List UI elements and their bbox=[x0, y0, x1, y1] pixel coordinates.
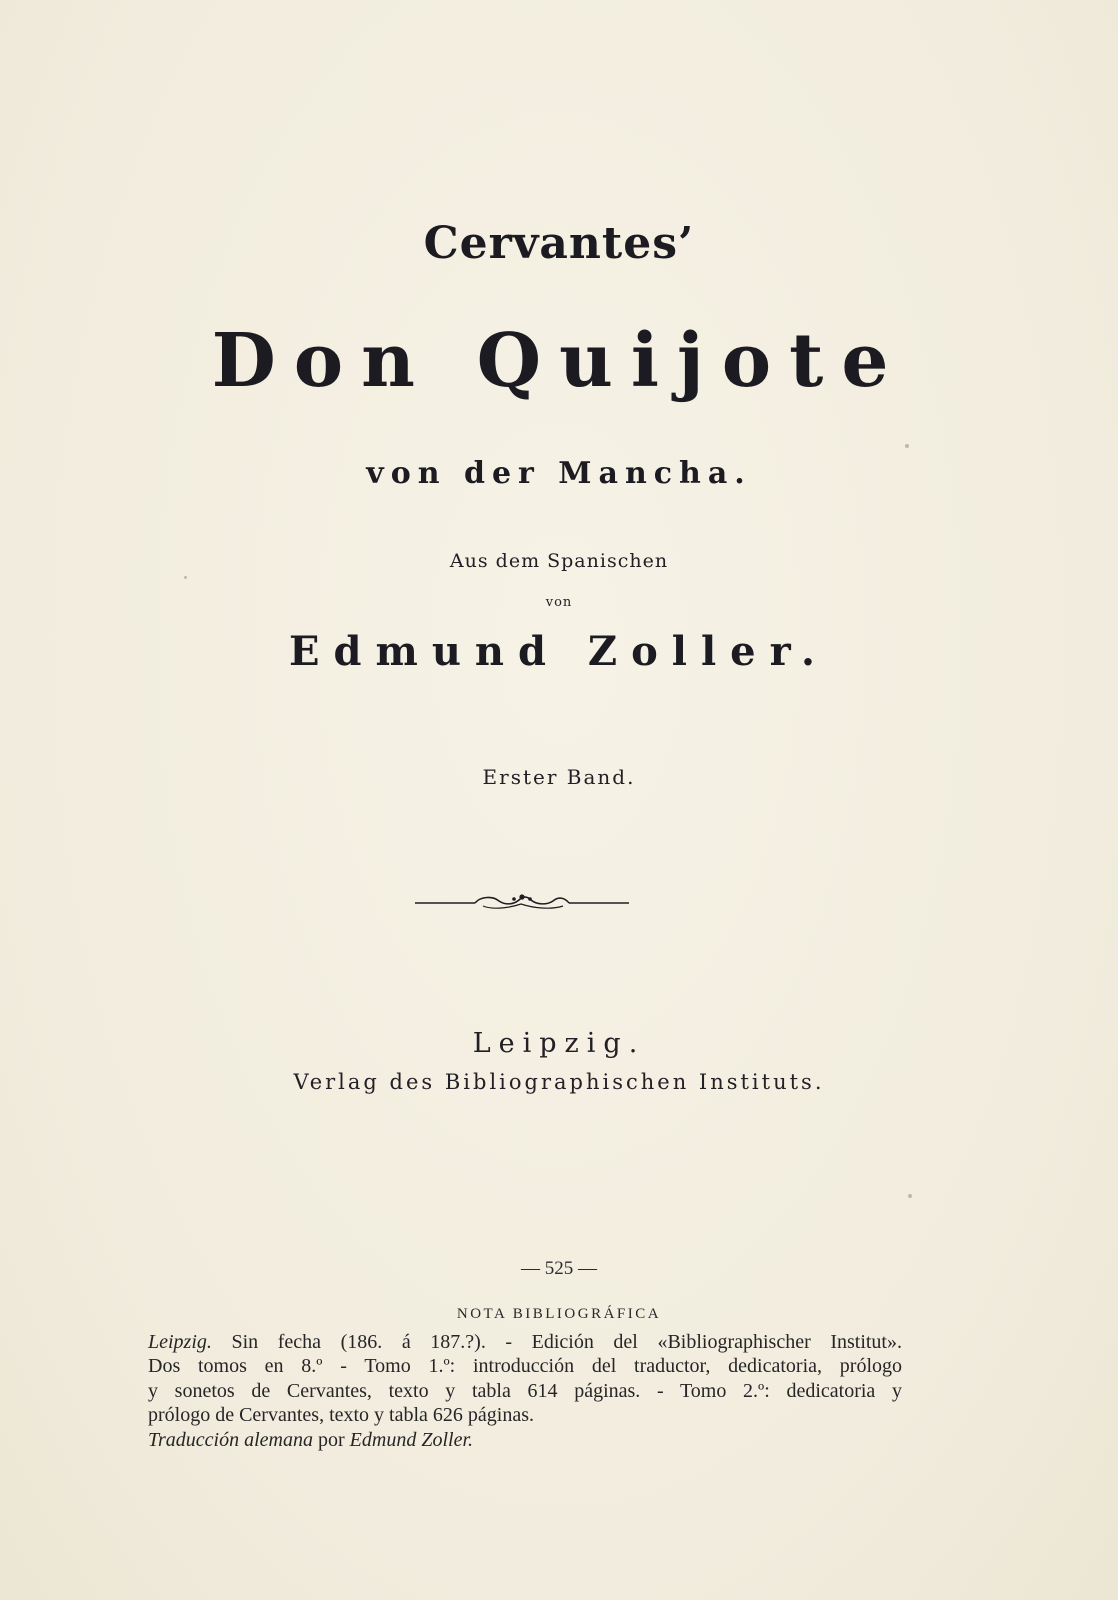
publisher-name: Verlag des Bibliographischen Instituts. bbox=[293, 1070, 825, 1094]
note-line bbox=[148, 1428, 902, 1452]
note-text: Sin fecha (186. á 187.?). - Edición del «Bibliographischer Institut». bbox=[211, 1331, 902, 1353]
bibliographic-note bbox=[148, 1330, 902, 1452]
note-place: Leipzig. bbox=[148, 1331, 212, 1353]
note-heading: NOTA BIBLIOGRÁFICA bbox=[456, 1306, 662, 1322]
translated-from-text: Aus dem Spanischen bbox=[449, 550, 669, 572]
book-subtitle: von der Mancha. bbox=[366, 456, 752, 491]
ornament-divider-icon bbox=[413, 890, 631, 914]
note-translator: Edmund Zoller. bbox=[349, 1428, 474, 1451]
volume-label: Erster Band. bbox=[482, 765, 636, 789]
paper-speck bbox=[905, 444, 909, 448]
paper-speck bbox=[184, 576, 187, 579]
note-line: y sonetos de Cervantes, texto y tabla 614 páginas. - Tomo 2.º: dedicatoria y bbox=[148, 1379, 902, 1402]
note-line bbox=[148, 1330, 902, 1354]
note-line: Dos tomos en 8.º - Tomo 1.º: introducción del traductor, dedicatoria, prólogo bbox=[148, 1355, 902, 1378]
note-translation-type: Traducción alemana bbox=[148, 1428, 313, 1451]
author-name: Cervantes’ bbox=[423, 218, 695, 269]
city-name: Leipzig. bbox=[472, 1028, 646, 1059]
translator-name: Edmund Zoller. bbox=[289, 628, 829, 675]
book-title: Don Quijote bbox=[211, 318, 907, 404]
note-text: por bbox=[313, 1428, 350, 1451]
note-line: prólogo de Cervantes, texto y tabla 626 páginas. bbox=[148, 1404, 535, 1427]
page-number: — 525 — bbox=[521, 1258, 597, 1279]
paper-speck bbox=[908, 1194, 912, 1198]
by-text: von bbox=[545, 595, 573, 610]
